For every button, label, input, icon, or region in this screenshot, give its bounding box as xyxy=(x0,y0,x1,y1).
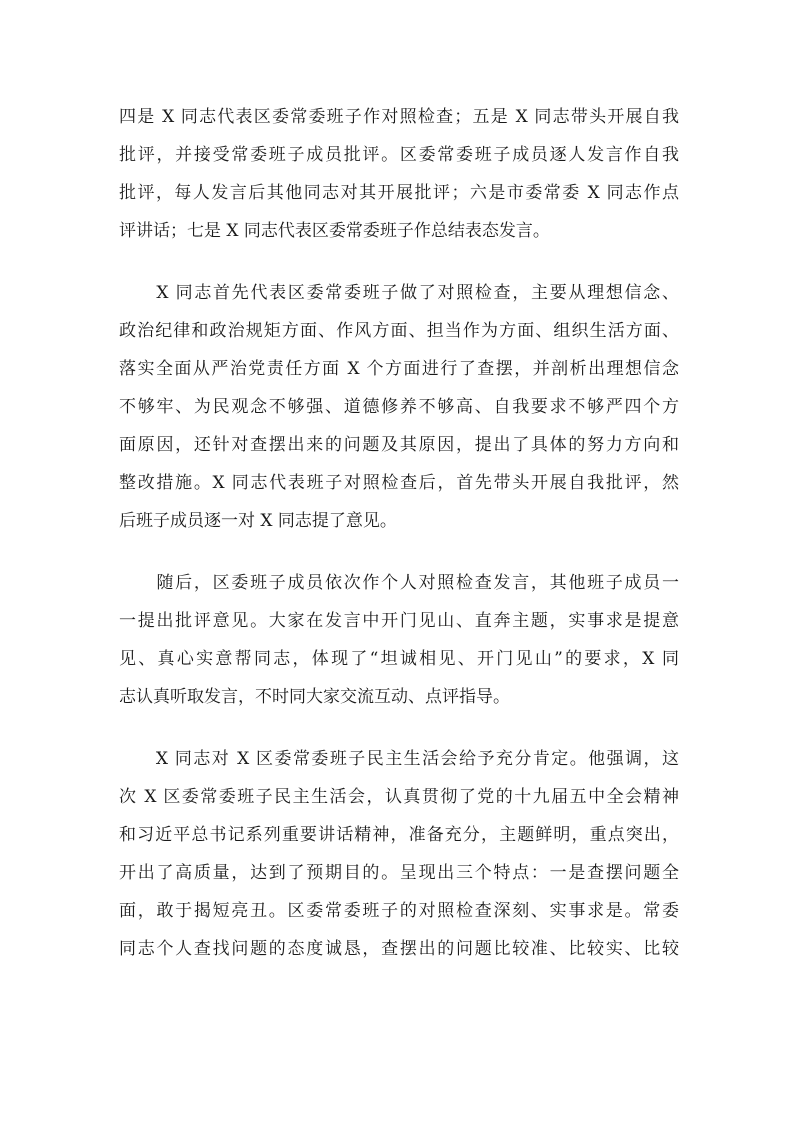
text-line: 开出了高质量，达到了预期目的。呈现出三个特点：一是查摆问题全 xyxy=(119,863,679,883)
text-line: 政治纪律和政治规矩方面、作风方面、担当作为方面、组织生活方面、 xyxy=(119,321,679,341)
text-line: 评讲话；七是 X 同志代表区委常委班子作总结表态发言。 xyxy=(119,221,550,241)
text-line: 四是 X 同志代表区委常委班子作对照检查；五是 X 同志带头开展自我 xyxy=(119,107,679,127)
text-line: 后班子成员逐一对 X 同志提了意见。 xyxy=(119,511,397,531)
text-line: 志认真听取发言，不时同大家交流互动、点评指导。 xyxy=(119,687,510,707)
paragraph-self-review xyxy=(119,274,679,540)
text-line: 不够牢、为民观念不够强、道德修养不够高、自我要求不够严四个方 xyxy=(119,397,679,417)
text-line: 随后，区委班子成员依次作个人对照检查发言，其他班子成员一 xyxy=(119,573,679,593)
text-line: 落实全面从严治党责任方面 X 个方面进行了查摆，并剖析出理想信念 xyxy=(119,359,679,379)
document-body xyxy=(119,98,679,992)
text-line: 和习近平总书记系列重要讲话精神，准备充分，主题鲜明，重点突出， xyxy=(119,825,679,845)
paragraph-member-speeches xyxy=(119,564,679,716)
text-line: 整改措施。X 同志代表班子对照检查后，首先带头开展自我批评，然 xyxy=(119,473,679,493)
text-line: 见、真心实意帮同志，体现了“坦诚相见、开门见山”的要求，X 同 xyxy=(119,649,679,669)
text-line: 批评，每人发言后其他同志对其开展批评；六是市委常委 X 同志作点 xyxy=(119,183,679,203)
text-line: X 同志对 X 区委常委班子民主生活会给予充分肯定。他强调，这 xyxy=(119,749,679,769)
text-line: 面原因，还针对查摆出来的问题及其原因，提出了具体的努力方向和 xyxy=(119,435,679,455)
text-line: 同志个人查找问题的态度诚恳，查摆出的问题比较准、比较实、比较 xyxy=(119,939,679,959)
text-line: 次 X 区委常委班子民主生活会，认真贯彻了党的十九届五中全会精神 xyxy=(119,787,679,807)
text-line: X 同志首先代表区委常委班子做了对照检查，主要从理想信念、 xyxy=(119,283,679,303)
paragraph-meeting-agenda xyxy=(119,98,679,250)
text-line: 批评，并接受常委班子成员批评。区委常委班子成员逐人发言作自我 xyxy=(119,145,679,165)
paragraph-affirmation xyxy=(119,740,679,968)
text-line: 面，敢于揭短亮丑。区委常委班子的对照检查深刻、实事求是。常委 xyxy=(119,901,679,921)
text-line: 一提出批评意见。大家在发言中开门见山、直奔主题，实事求是提意 xyxy=(119,611,679,631)
